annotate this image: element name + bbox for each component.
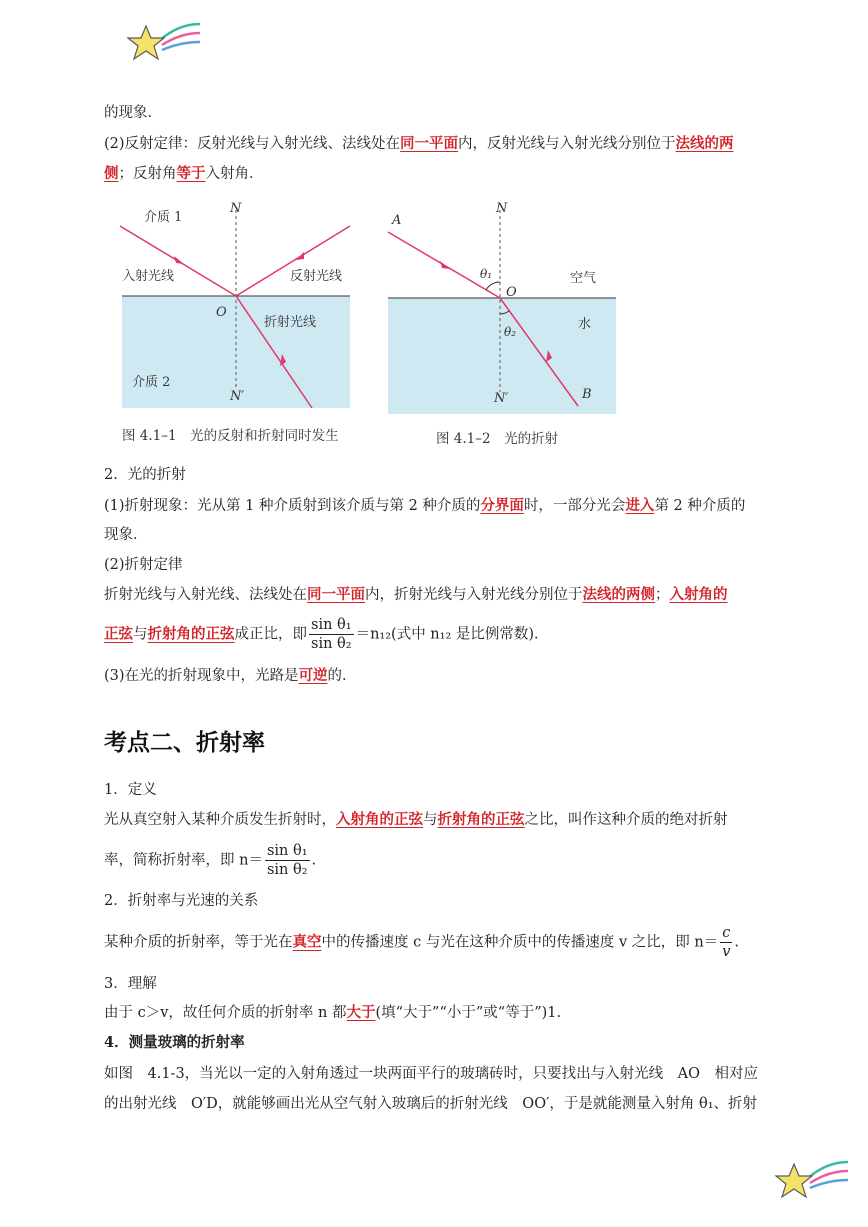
fraction-denominator: v [722,944,731,960]
speed-heading: 2．折射率与光速的关系 [104,893,259,909]
definition-line1 [104,810,728,830]
normal-top-label: N [496,201,508,216]
medium1-label: 介质 1 [144,210,183,225]
highlight: 入射角的 [669,586,728,603]
point-a-label: A [392,213,402,228]
arrow [174,256,184,264]
fraction-numerator: c [720,924,732,943]
refraction-phenomenon-line2: 现象． [104,527,148,543]
normal-bottom-label: N′ [230,389,245,404]
sine-fraction [265,842,310,879]
text: (2)反射定律：反射光线与入射光线、法线处在 [104,136,401,152]
speed-fraction [720,924,732,961]
understanding-line [104,1003,561,1023]
section-title: 考点二、折射率 [104,730,265,756]
text: . [734,934,740,951]
text: 内，反射光线与入射光线分别位于 [458,136,676,152]
reflected-ray [236,226,350,296]
text: 与 [133,626,148,643]
arrow [296,252,304,260]
measure-line2: 的出射光线 O′D，就能够画出光从空气射入玻璃后的折射光线 OO′，于是就能测量入射角 θ₁、折射 [104,1096,758,1112]
fraction-numerator: sin θ₁ [311,617,352,633]
text: 折射光线与入射光线、法线处在 [104,587,307,603]
point-o-label: O [216,305,227,320]
refraction-law-heading: (2)折射定律 [104,557,183,573]
refraction-heading: 2．光的折射 [104,467,186,483]
theta2-label: θ₂ [504,325,517,339]
measure-line1: 如图 4.1-3，当光以一定的入射角透过一块两面平行的玻璃砖时，只要找出与入射光线 AO 相对应 [104,1066,759,1082]
highlight: 进入 [625,497,655,514]
text: 的． [327,668,357,684]
text: 第 2 种介质的 [654,498,746,514]
text: ； [655,587,670,603]
highlight: 入射角的正弦 [336,811,423,828]
point-o-label: O [506,285,517,300]
figure2-caption: 图 4.1–2 光的折射 [436,431,559,447]
text: 时，一部分光会 [523,498,626,514]
text: 率，简称折射率，即 n＝ [104,852,263,869]
text: ；反射角 [118,166,177,182]
fraction-denominator: sin θ₂ [266,862,308,878]
highlight: 侧 [104,165,119,182]
air-label: 空气 [570,271,597,286]
medium2-label: 介质 2 [132,375,171,390]
text: (1)折射现象：光从第 1 种介质射到该介质与第 2 种介质的 [104,498,481,514]
point-b-label: B [582,387,592,402]
text: 由于 c＞v，故任何介质的折射率 n 都 [104,1005,347,1021]
star-decoration-bottom [774,1156,850,1202]
text: ＝n₁₂(式中 n₁₂ 是比例常数)． [355,626,549,643]
highlight: 折射角的正弦 [437,811,525,828]
text: 中的传播速度 c 与光在这种介质中的传播速度 v 之比，即 n＝ [321,934,719,951]
sine-fraction [309,616,354,653]
figure-refraction [386,196,622,418]
definition-heading: 1．定义 [104,782,157,798]
angle-arc-1 [486,282,500,290]
refraction-law-line2 [104,616,549,653]
text: 内，折射光线与入射光线分别位于 [365,587,583,603]
highlight: 正弦 [104,625,133,643]
water-label: 水 [578,317,592,332]
normal-bottom-label: N′ [494,391,509,406]
highlight: 法线的两 [675,135,734,152]
text: 入射角． [205,166,264,182]
highlight: 大于 [346,1004,376,1021]
refraction-law-line1 [104,585,728,605]
highlight: 同一平面 [307,586,365,603]
star-decoration-top [126,18,202,64]
reflection-law-line1 [104,134,734,154]
reflected-label: 反射光线 [290,269,343,284]
text: 之比，叫作这种介质的绝对折射 [524,812,728,828]
highlight: 法线的两侧 [582,586,655,603]
intro-tail: 的现象． [104,105,162,121]
highlight: 同一平面 [400,135,459,152]
reflection-law-line2 [104,164,264,184]
definition-line2 [104,842,316,879]
refraction-phenomenon-line1 [104,496,745,516]
text: (填“大于”“小于”或“等于”)1. [375,1005,562,1021]
text: . [311,852,317,869]
refracted-label: 折射光线 [264,315,317,330]
fraction-numerator: sin θ₁ [266,843,308,859]
fraction-denominator: sin θ₂ [311,636,352,652]
figure-reflection-refraction [118,196,358,414]
figure1-caption: 图 4.1–1 光的反射和折射同时发生 [122,428,339,444]
text: 某种介质的折射率，等于光在 [104,934,293,951]
text: 光从真空射入某种介质发生折射时， [104,812,336,828]
measure-heading: 4．测量玻璃的折射率 [104,1034,245,1051]
theta1-label: θ₁ [480,267,493,281]
understanding-heading: 3．理解 [104,976,157,992]
reversibility-line [104,666,357,686]
highlight: 可逆 [298,667,328,684]
highlight: 等于 [176,165,206,182]
normal-top-label: N [230,201,242,216]
incident-label: 入射光线 [122,269,175,284]
text: 与 [423,812,438,828]
text: (3)在光的折射现象中，光路是 [104,668,299,684]
text: 成正比，即 [234,626,307,643]
highlight: 真空 [292,933,322,951]
highlight: 折射角的正弦 [147,625,235,643]
speed-line [104,924,739,961]
highlight: 分界面 [480,497,524,514]
